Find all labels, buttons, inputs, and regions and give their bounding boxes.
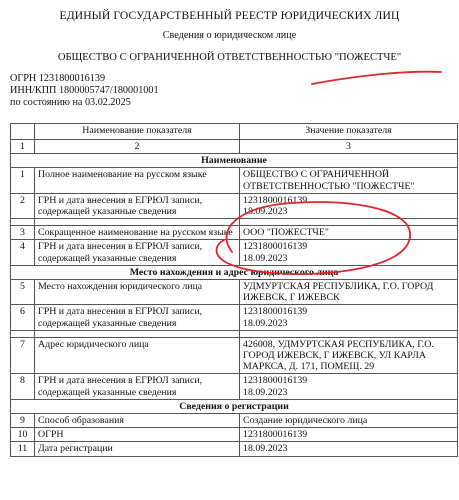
table-row (11, 428, 458, 442)
row-label: Место нахождения юридического лица (35, 280, 240, 305)
column-index-2: 2 (35, 140, 240, 154)
egrul-data-table (10, 123, 458, 457)
table-row (11, 193, 458, 218)
row-number: 6 (11, 305, 35, 330)
inn-kpp-line: ИНН/КПП 1800005747/180001001 (10, 85, 159, 96)
row-value: ООО "ПОЖЕСТЧЕ" (240, 226, 458, 240)
row-number: 1 (11, 168, 35, 193)
row-label: Адрес юридического лица (35, 337, 240, 374)
record-date: 18.09.2023 (243, 206, 288, 218)
column-index-3: 3 (240, 140, 458, 154)
grn-value: 1231800016139 (243, 194, 308, 206)
table-row (11, 168, 458, 193)
row-value (240, 305, 458, 330)
record-date: 18.09.2023 (243, 317, 288, 329)
row-label: ГРН и дата внесения в ЕГРЮЛ записи, содержащей указанные сведения (35, 240, 240, 265)
section-address-title: Место нахождения и адрес юридического лица (11, 265, 458, 279)
row-value: 1231800016139 (240, 428, 458, 442)
row-label: Дата регистрации (35, 442, 240, 456)
row-spacer (11, 219, 458, 226)
grn-value: 1231800016139 (243, 241, 308, 253)
row-number: 2 (11, 193, 35, 218)
record-date: 18.09.2023 (243, 386, 288, 398)
record-date: 18.09.2023 (243, 252, 288, 264)
table-header-row (11, 124, 458, 140)
section-name-title: Наименование (11, 154, 458, 168)
row-number: 3 (11, 226, 35, 240)
registry-title: ЕДИНЫЙ ГОСУДАРСТВЕННЫЙ РЕЕСТР ЮРИДИЧЕСКИХ ЛИЦ (59, 9, 400, 22)
header-number-cell (11, 124, 35, 140)
table-row (11, 226, 458, 240)
row-label: ГРН и дата внесения в ЕГРЮЛ записи, содержащей указанные сведения (35, 193, 240, 218)
row-number: 10 (11, 428, 35, 442)
section-registration-title: Сведения о регистрации (11, 399, 458, 413)
table-row (11, 240, 458, 265)
ogrn-line: ОГРН 1231800016139 (10, 73, 106, 84)
grn-value: 1231800016139 (243, 306, 308, 318)
table-row (11, 374, 458, 399)
company-name: ОБЩЕСТВО С ОГРАНИЧЕННОЙ ОТВЕТСТВЕННОСТЬЮ "ПОЖЕСТЧЕ" (57, 52, 402, 63)
column-index-row (11, 140, 458, 154)
row-value (240, 374, 458, 399)
underline-stroke (312, 72, 441, 84)
as-of-date-line: по состоянию на 03.02.2025 (10, 97, 131, 108)
row-value: УДМУРТСКАЯ РЕСПУБЛИКА, Г.О. ГОРОД ИЖЕВСК, Г ИЖЕВСК (240, 280, 458, 305)
header-indicator-value: Значение показателя (240, 124, 458, 140)
grn-value: 1231800016139 (243, 375, 308, 387)
table-row (11, 337, 458, 374)
table-row (11, 442, 458, 456)
section-row-name (11, 154, 458, 168)
row-number: 9 (11, 414, 35, 428)
row-label: ОГРН (35, 428, 240, 442)
row-label: ГРН и дата внесения в ЕГРЮЛ записи, содержащей указанные сведения (35, 305, 240, 330)
row-spacer (11, 330, 458, 337)
row-value: 18.09.2023 (240, 442, 458, 456)
row-value: 426008, УДМУРТСКАЯ РЕСПУБЛИКА, Г.О. ГОРОД ИЖЕВСК, Г ИЖЕВСК, УЛ КАРЛА МАРКСА, Д. 171, ПОМЕЩ. 29 (240, 337, 458, 374)
row-number: 4 (11, 240, 35, 265)
row-value (240, 193, 458, 218)
table-row (11, 280, 458, 305)
row-label: Способ образования (35, 414, 240, 428)
row-number: 5 (11, 280, 35, 305)
table-row (11, 414, 458, 428)
row-label: ГРН и дата внесения в ЕГРЮЛ записи, содержащей указанные сведения (35, 374, 240, 399)
row-value: Создание юридического лица (240, 414, 458, 428)
row-number: 8 (11, 374, 35, 399)
row-value: ОБЩЕСТВО С ОГРАНИЧЕННОЙ ОТВЕТСТВЕННОСТЬЮ "ПОЖЕСТЧЕ" (240, 168, 458, 193)
section-row-address (11, 265, 458, 279)
row-number: 7 (11, 337, 35, 374)
row-label: Сокращенное наименование на русском языке (35, 226, 240, 240)
section-row-registration (11, 399, 458, 413)
row-value (240, 240, 458, 265)
row-label: Полное наименование на русском языке (35, 168, 240, 193)
row-number: 11 (11, 442, 35, 456)
header-indicator-name: Наименование показателя (35, 124, 240, 140)
document-subtitle: Сведения о юридическом лице (162, 30, 297, 41)
column-index-1: 1 (11, 140, 35, 154)
table-row (11, 305, 458, 330)
